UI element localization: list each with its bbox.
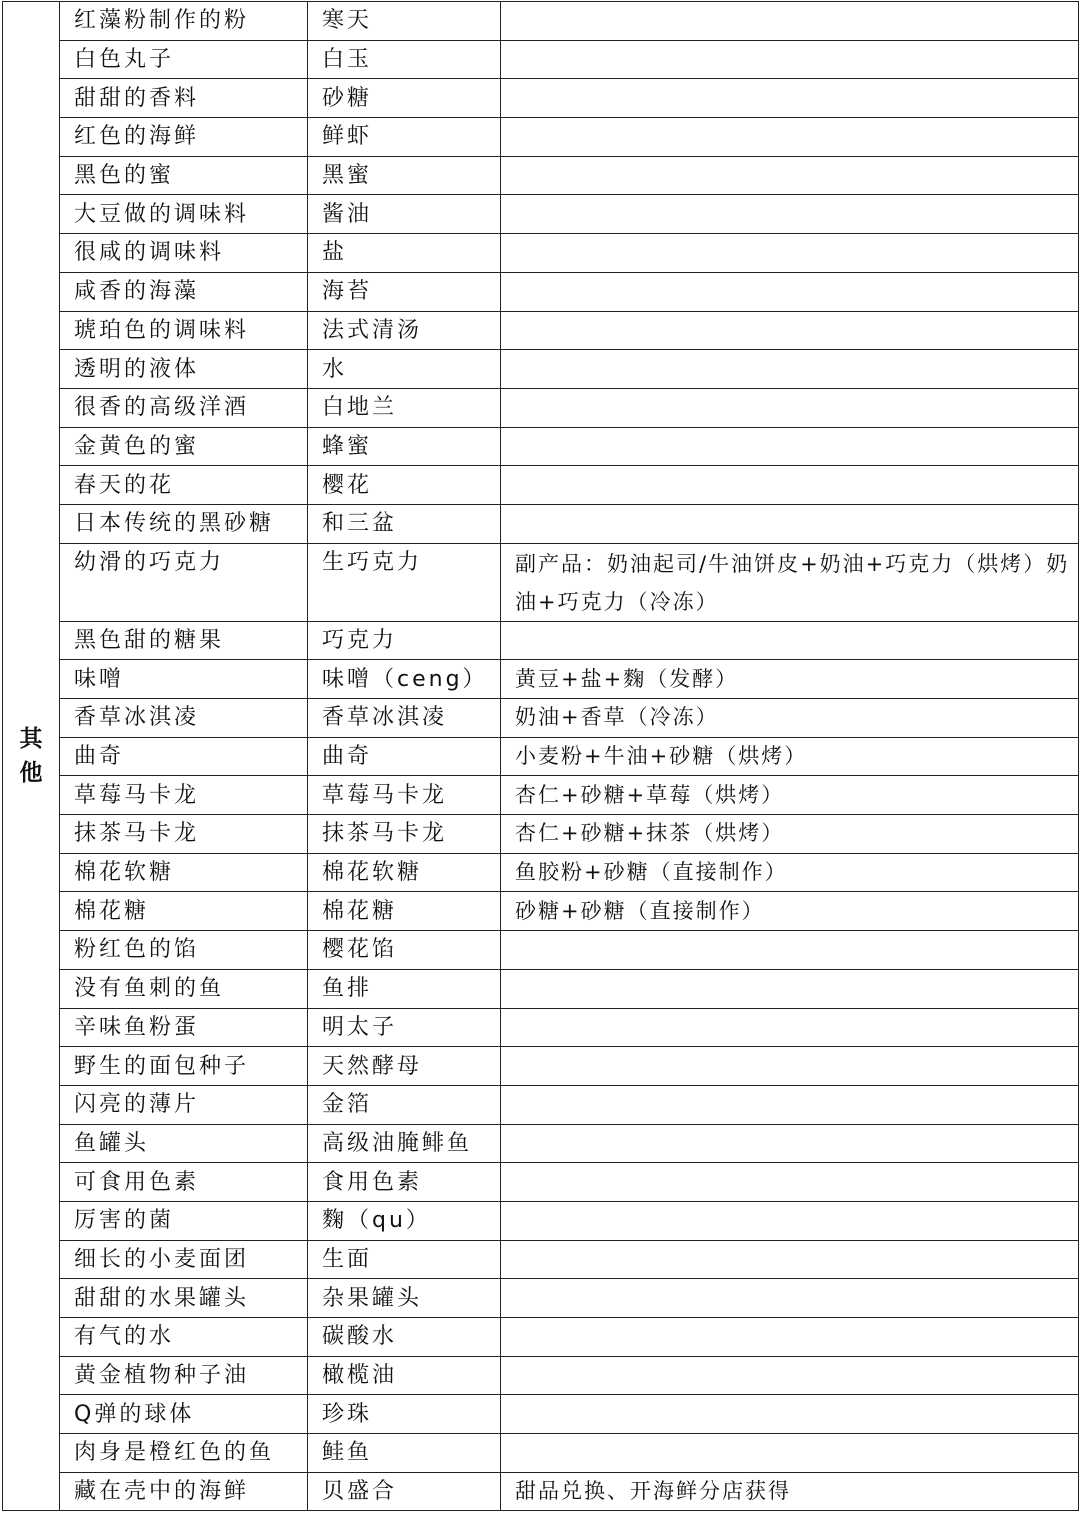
table-row (3, 311, 1079, 350)
note-cell (501, 350, 1079, 389)
note-cell (501, 466, 1079, 505)
clue-cell: 可食用色素 (60, 1163, 308, 1202)
note-cell: 甜品兑换、开海鲜分店获得 (501, 1472, 1079, 1511)
note-cell (501, 504, 1079, 543)
table-row (3, 466, 1079, 505)
note-cell (501, 195, 1079, 234)
note-cell (501, 1395, 1079, 1434)
note-cell (501, 1201, 1079, 1240)
category-cell (3, 2, 60, 1511)
clue-cell: 野生的面包种子 (60, 1047, 308, 1086)
clue-cell: 没有鱼刺的鱼 (60, 969, 308, 1008)
ingredient-cell: 橄榄油 (308, 1356, 501, 1395)
ingredient-cell: 明太子 (308, 1008, 501, 1047)
table-row (3, 1318, 1079, 1357)
table-row (3, 1008, 1079, 1047)
table-row (3, 1395, 1079, 1434)
clue-cell: 香草冰淇凌 (60, 699, 308, 738)
note-cell (501, 969, 1079, 1008)
clue-cell: 辛味鱼粉蛋 (60, 1008, 308, 1047)
note-cell (501, 1085, 1079, 1124)
clue-cell: 草莓马卡龙 (60, 776, 308, 815)
table-row (3, 737, 1079, 776)
clue-cell: 黄金植物种子油 (60, 1356, 308, 1395)
note-cell (501, 931, 1079, 970)
note-cell (501, 311, 1079, 350)
ingredient-cell: 生面 (308, 1240, 501, 1279)
clue-cell: 肉身是橙红色的鱼 (60, 1434, 308, 1473)
clue-cell: 甜甜的水果罐头 (60, 1279, 308, 1318)
table-body (3, 2, 1079, 1511)
ingredient-cell: 珍珠 (308, 1395, 501, 1434)
clue-cell: 棉花糖 (60, 892, 308, 931)
ingredient-cell: 棉花软糖 (308, 853, 501, 892)
table-row (3, 621, 1079, 660)
ingredient-cell: 金箔 (308, 1085, 501, 1124)
clue-cell: 甜甜的香料 (60, 79, 308, 118)
note-cell (501, 1356, 1079, 1395)
clue-cell: 白色丸子 (60, 40, 308, 79)
clue-cell: 咸香的海藻 (60, 272, 308, 311)
table-row (3, 195, 1079, 234)
table-row (3, 660, 1079, 699)
table-row (3, 1201, 1079, 1240)
ingredient-cell: 黑蜜 (308, 156, 501, 195)
note-cell (501, 1163, 1079, 1202)
table-row (3, 543, 1079, 621)
table-row (3, 1085, 1079, 1124)
clue-cell: 幼滑的巧克力 (60, 543, 308, 621)
clue-cell: 有气的水 (60, 1318, 308, 1357)
ingredient-cell: 蜂蜜 (308, 427, 501, 466)
clue-cell: 红藻粉制作的粉 (60, 2, 308, 41)
note-cell (501, 1434, 1079, 1473)
ingredient-cell: 草莓马卡龙 (308, 776, 501, 815)
note-cell (501, 156, 1079, 195)
table-row (3, 1240, 1079, 1279)
ingredient-cell: 酱油 (308, 195, 501, 234)
table-row (3, 1124, 1079, 1163)
note-cell (501, 118, 1079, 157)
table-row (3, 118, 1079, 157)
clue-cell: 春天的花 (60, 466, 308, 505)
ingredient-cell: 生巧克力 (308, 543, 501, 621)
clue-cell: 很咸的调味料 (60, 234, 308, 273)
note-cell (501, 40, 1079, 79)
clue-cell: 黑色的蜜 (60, 156, 308, 195)
table-row (3, 815, 1079, 854)
note-cell (501, 1318, 1079, 1357)
ingredient-cell: 贝盛合 (308, 1472, 501, 1511)
ingredient-cell: 巧克力 (308, 621, 501, 660)
note-cell: 副产品：奶油起司/牛油饼皮+奶油+巧克力（烘烤）奶油+巧克力（冷冻） (501, 543, 1079, 621)
table-row (3, 234, 1079, 273)
table-row (3, 272, 1079, 311)
ingredient-cell: 鲜虾 (308, 118, 501, 157)
table-row (3, 969, 1079, 1008)
table-row (3, 504, 1079, 543)
note-cell (501, 272, 1079, 311)
clue-cell: 日本传统的黑砂糖 (60, 504, 308, 543)
table-row (3, 776, 1079, 815)
ingredient-cell: 盐 (308, 234, 501, 273)
clue-cell: 味噌 (60, 660, 308, 699)
note-cell (501, 1124, 1079, 1163)
note-cell: 杏仁+砂糖+抹茶（烘烤） (501, 815, 1079, 854)
clue-cell: 曲奇 (60, 737, 308, 776)
table-row (3, 2, 1079, 41)
note-cell (501, 234, 1079, 273)
ingredient-cell: 砂糖 (308, 79, 501, 118)
ingredient-cell: 碳酸水 (308, 1318, 501, 1357)
ingredient-cell: 鱼排 (308, 969, 501, 1008)
ingredient-cell: 水 (308, 350, 501, 389)
ingredient-cell: 白玉 (308, 40, 501, 79)
table-row (3, 892, 1079, 931)
ingredient-cell: 樱花 (308, 466, 501, 505)
ingredient-cell: 味噌（ceng） (308, 660, 501, 699)
note-cell: 鱼胶粉+砂糖（直接制作） (501, 853, 1079, 892)
clue-cell: 金黄色的蜜 (60, 427, 308, 466)
ingredient-cell: 寒天 (308, 2, 501, 41)
clue-cell: 棉花软糖 (60, 853, 308, 892)
ingredient-cell: 麴（qu） (308, 1201, 501, 1240)
clue-cell: 透明的液体 (60, 350, 308, 389)
clue-cell: Q弹的球体 (60, 1395, 308, 1434)
table-row (3, 931, 1079, 970)
ingredient-cell: 杂果罐头 (308, 1279, 501, 1318)
ingredient-cell: 高级油腌鲱鱼 (308, 1124, 501, 1163)
note-cell (501, 79, 1079, 118)
ingredient-cell: 天然酵母 (308, 1047, 501, 1086)
table-row (3, 1434, 1079, 1473)
note-cell: 小麦粉+牛油+砂糖（烘烤） (501, 737, 1079, 776)
clue-cell: 很香的高级洋酒 (60, 388, 308, 427)
table-row (3, 388, 1079, 427)
clue-cell: 黑色甜的糖果 (60, 621, 308, 660)
note-cell (501, 427, 1079, 466)
ingredient-cell: 曲奇 (308, 737, 501, 776)
note-cell (501, 388, 1079, 427)
clue-cell: 鱼罐头 (60, 1124, 308, 1163)
ingredient-table (2, 1, 1079, 1511)
clue-cell: 琥珀色的调味料 (60, 311, 308, 350)
ingredient-cell: 食用色素 (308, 1163, 501, 1202)
ingredient-cell: 和三盆 (308, 504, 501, 543)
table-row (3, 1163, 1079, 1202)
clue-cell: 厉害的菌 (60, 1201, 308, 1240)
note-cell (501, 2, 1079, 41)
ingredient-cell: 樱花馅 (308, 931, 501, 970)
ingredient-cell: 白地兰 (308, 388, 501, 427)
category-label-char: 他 (19, 760, 43, 787)
ingredient-cell: 海苔 (308, 272, 501, 311)
table-row (3, 1279, 1079, 1318)
table-row (3, 1472, 1079, 1511)
clue-cell: 藏在壳中的海鲜 (60, 1472, 308, 1511)
table-row (3, 79, 1079, 118)
note-cell (501, 621, 1079, 660)
ingredient-cell: 法式清汤 (308, 311, 501, 350)
ingredient-cell: 抹茶马卡龙 (308, 815, 501, 854)
note-cell: 砂糖+砂糖（直接制作） (501, 892, 1079, 931)
ingredient-cell: 香草冰淇凌 (308, 699, 501, 738)
note-cell (501, 1240, 1079, 1279)
table-row (3, 427, 1079, 466)
note-cell (501, 1008, 1079, 1047)
table-row (3, 1047, 1079, 1086)
clue-cell: 大豆做的调味料 (60, 195, 308, 234)
clue-cell: 红色的海鲜 (60, 118, 308, 157)
table-row (3, 40, 1079, 79)
table-row (3, 1356, 1079, 1395)
clue-cell: 闪亮的薄片 (60, 1085, 308, 1124)
ingredient-cell: 棉花糖 (308, 892, 501, 931)
clue-cell: 粉红色的馅 (60, 931, 308, 970)
table-row (3, 699, 1079, 738)
note-cell: 奶油+香草（冷冻） (501, 699, 1079, 738)
note-cell: 黄豆+盐+麴（发酵） (501, 660, 1079, 699)
note-cell: 杏仁+砂糖+草莓（烘烤） (501, 776, 1079, 815)
table-row (3, 156, 1079, 195)
clue-cell: 细长的小麦面团 (60, 1240, 308, 1279)
category-label-char: 其 (19, 726, 43, 753)
ingredient-cell: 鲑鱼 (308, 1434, 501, 1473)
clue-cell: 抹茶马卡龙 (60, 815, 308, 854)
note-cell (501, 1047, 1079, 1086)
table-row (3, 350, 1079, 389)
table-row (3, 853, 1079, 892)
note-cell (501, 1279, 1079, 1318)
